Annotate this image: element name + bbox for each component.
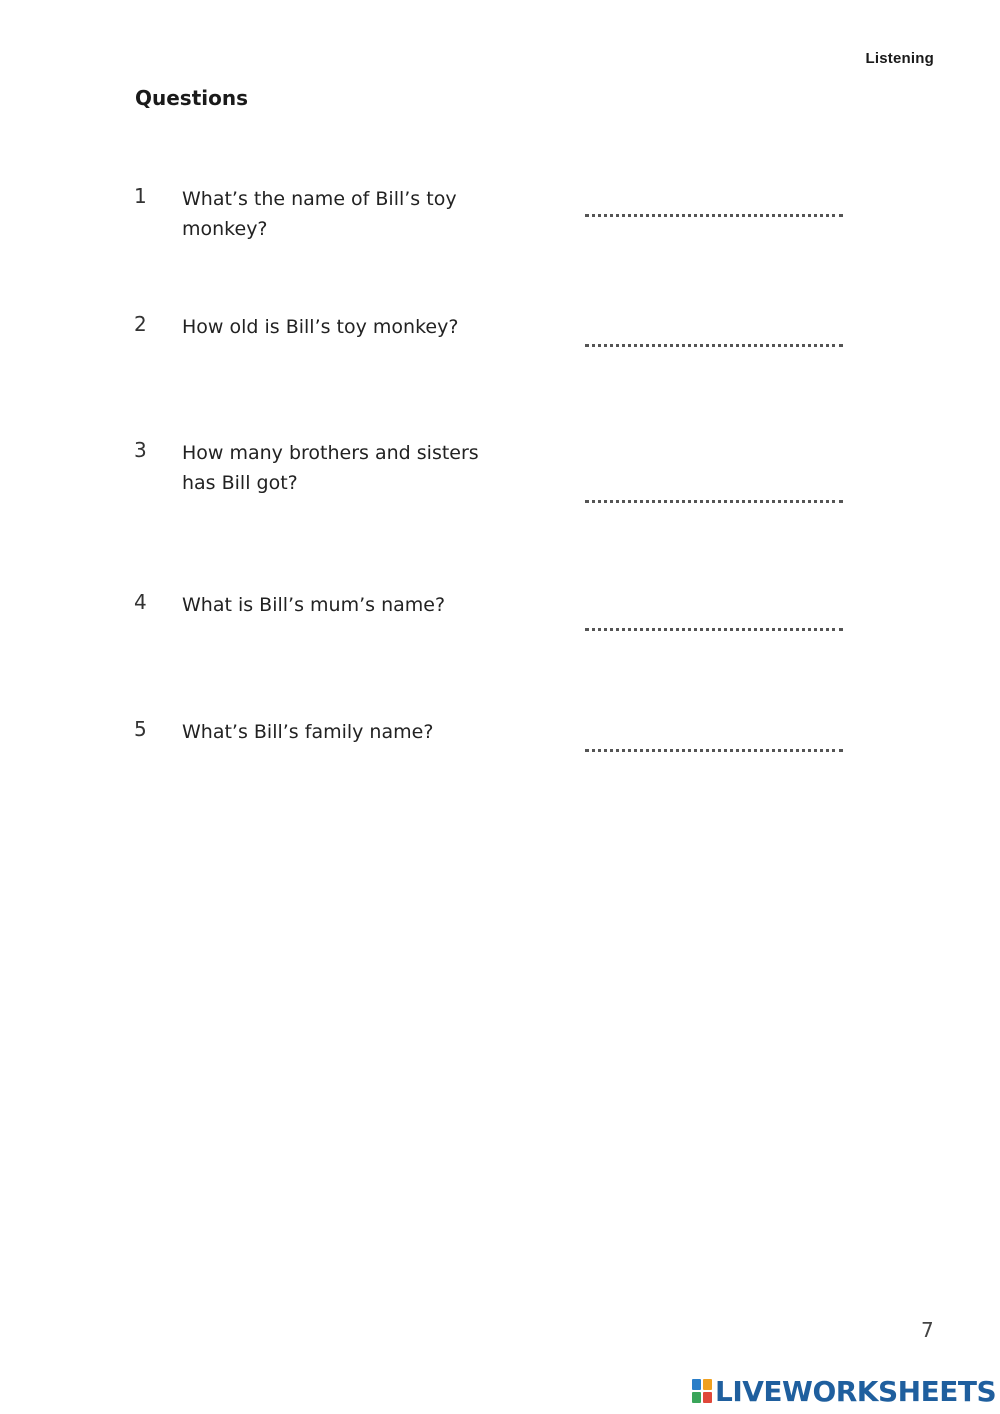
question-text (182, 590, 512, 620)
question-number: 5 (134, 717, 147, 741)
answer-field[interactable] (585, 749, 843, 752)
liveworksheets-brand[interactable] (692, 1374, 996, 1408)
question-text (182, 438, 512, 498)
answer-field[interactable] (585, 214, 843, 217)
question-item (0, 184, 1000, 264)
question-text-line: What is Bill’s mum’s name? (182, 594, 446, 616)
page-number: 7 (921, 1318, 934, 1342)
question-text (182, 184, 512, 244)
question-text-line: How old is Bill’s toy monkey? (182, 316, 459, 338)
question-number: 3 (134, 438, 147, 462)
answer-field[interactable] (585, 628, 843, 631)
question-text (182, 312, 512, 342)
brand-text: LIVEWORKSHEETS (715, 1374, 997, 1408)
question-item (0, 438, 1000, 518)
question-text-line: How many brothers and sisters (182, 442, 479, 464)
question-number: 1 (134, 184, 147, 208)
logo-tile (703, 1379, 712, 1390)
question-item (0, 312, 1000, 392)
liveworksheets-logo-icon (692, 1379, 712, 1403)
page-title: Questions (135, 86, 249, 110)
question-text-line: has Bill got? (182, 472, 298, 494)
answer-field[interactable] (585, 344, 843, 347)
logo-tile (692, 1379, 701, 1390)
question-number: 2 (134, 312, 147, 336)
question-text-line: What’s the name of Bill’s toy monkey? (182, 188, 457, 240)
logo-tile (692, 1392, 701, 1403)
logo-tile (703, 1392, 712, 1403)
answer-field[interactable] (585, 500, 843, 503)
question-item (0, 717, 1000, 797)
question-text-line: What’s Bill’s family name? (182, 721, 434, 743)
section-label: Listening (865, 50, 934, 67)
question-item (0, 590, 1000, 670)
question-number: 4 (134, 590, 147, 614)
question-text (182, 717, 512, 747)
